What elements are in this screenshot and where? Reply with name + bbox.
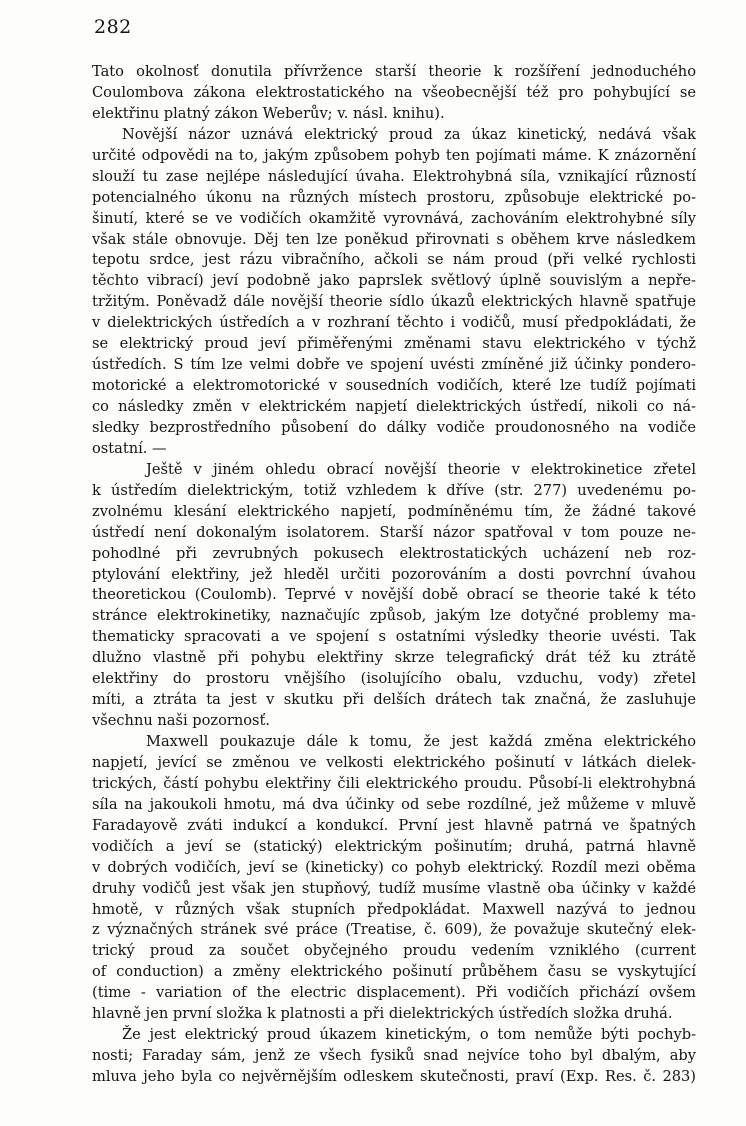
page-number: 282 [94,16,132,38]
text-line: vodičích a jeví se (statický) elektrickým pošinutím; druhá, patrná hlavně [92,837,696,855]
text-line: tepotu srdce, jest rázu vibračního, ačkoli se nám proud (při velké rychlosti [92,251,696,269]
text-line: napjetí, jevící se změnou ve velkosti elektrického pošinutí v látkách dielek- [92,753,696,771]
text-line: druhy vodičů jest však jen stupňový, tudíž musíme vlastně oba účinky v každé [92,879,696,897]
text-line: míti, a ztráta ta jest v skutku při delších drátech tak značná, že zasluhuje [92,691,696,709]
text-line: mluva jeho byla co nejvěrnějším odleskem skutečnosti, praví (Exp. Res. č. 283) [92,1068,696,1085]
text-line: dlužno vlastně při pohybu elektřiny skrze telegrafický drát též ku ztrátě [92,649,696,667]
text-line: stránce elektrokinetiky, naznačujíc způsob, jakým lze dotyčné problemy ma- [92,607,696,625]
text-line: nosti; Faraday sám, jenž ze všech fysiků snad nejvíce toho byl dbalým, aby [92,1047,696,1065]
text-line: se elektrický proud jeví přiměřenými změnami stavu elektrického v týchž [92,335,696,353]
text-line: hlavně jen první složka k platnosti a při dielektrických ústředích složka druhá. [92,1005,673,1023]
text-line: elektřiny do prostoru vnějšího (isolujícího obalu, vzduchu, vody) zřetel [92,670,696,688]
text-line: of conduction) a změny elektrického pošinutí průběhem času se vyskytující [92,963,696,981]
text-line: trický proud za součet obyčejného proudu vedením vzniklého (current [92,942,696,960]
text-line: thematicky spracovati a ve spojení s ostatními výsledky theorie uvésti. Tak [92,628,696,646]
text-line: trických, částí pohybu elektřiny čili elektrického proudu. Působí-li elektrohybná [92,774,696,792]
text-line: sledky bezprostředního působení do dálky vodiče proudonosného na vodiče [92,418,696,436]
text-line: hmotě, v různých však stupních předpokládat. Maxwell nazývá to jednou [92,900,696,918]
text-line: Tato okolnosť donutila přívržence starší theorie k rozšíření jednoduchého [92,63,696,80]
text-line: k ústředím dielektrickým, totiž vzhledem k dříve (str. 277) uvedenému po- [92,481,696,499]
text-line: Že jest elektrický proud úkazem kinetickým, o tom nemůže býti pochyb- [122,1026,696,1044]
text-line: ústředích. S tím lze velmi dobře ve spojení uvésti zmíněné již účinky pondero- [92,356,696,374]
text-line: co následky změn v elektrickém napjetí dielektrických ústředí, nikoli co ná- [92,398,696,415]
text-line: ptylování elektřiny, jež hleděl určiti pozorováním a dosti povrchní úvahou [92,565,696,583]
text-line: theoretickou (Coulomb). Teprvé v novější době obrací se theorie také k této [92,586,696,604]
text-line: však stále obnovuje. Děj ten lze poněkud přirovnati s oběhem krve následkem [92,230,696,248]
text-line: z význačných stránek své práce (Treatise, č. 609), že považuje skutečný elek- [92,921,696,939]
text-line: ostatní. — [92,439,167,457]
text-line: (time - variation of the electric displacement). Při vodičích přichází ovšem [92,984,696,1002]
text-line: v dielektrických ústředích a v rozhraní těchto i vodičů, musí předpokládati, že [92,314,696,332]
text-line: Novější názor uznává elektrický proud za úkaz kinetický, nedává však [122,125,696,143]
text-line: šinutí, které se ve vodičích okamžitě vyrovnává, zachováním elektrohybné síly [92,209,696,227]
text-line: motorické a elektromotorické v sousedních vodičích, které lze tudíž pojímati [92,377,696,395]
text-line: určité odpovědi na to, jakým způsobem pohyb ten pojímati máme. K znázornění [92,146,696,164]
body-text [92,62,696,1088]
text-line: všechnu naši pozornosť. [92,712,271,730]
text-line: Faradayově zváti indukcí a kondukcí. První jest hlavně patrná ve špatných [92,816,696,834]
text-line: Coulombova zákona elektrostatického na všeobecnější též pro pohybující se [92,83,696,101]
text-line: tržitým. Poněvadž dále novější theorie sídlo úkazů elektrických hlavně spatřuje [92,293,696,311]
text-line: Ještě v jiném ohledu obrací novější theorie v elektrokinetice zřetel [146,460,696,478]
text-line: slouží tu zase nejlépe následující úvaha. Elektrohybná síla, vznikající růzností [92,167,696,185]
text-line: Maxwell poukazuje dále k tomu, že jest každá změna elektrického [146,733,696,750]
text-line: těchto vibrací) jeví podobně jako paprslek světlový úplně souvislým a nepře- [92,272,696,290]
text-line: potencialného úkonu na různých místech prostoru, způsobuje elektrické po- [92,188,696,206]
text-line: síla na jakoukoli hmotu, má dva účinky od sebe rozdílné, jež můžeme v mluvě [92,795,696,813]
text-line: v dobrých vodičích, jeví se (kineticky) co pohyb elektrický. Rozdíl mezi oběma [92,858,696,876]
text-line: pohodlné při zevrubných pokusech elektrostatických ucházení neb roz- [92,544,696,562]
text-line: zvolnému klesání elektrického napjetí, podmíněnému tím, že žádné takové [92,502,696,520]
text-line: elektřinu platný zákon Weberův; v. násl. knihu). [92,104,445,122]
text-line: ústředí není dokonalým isolatorem. Starší názor spatřoval v tom pouze ne- [92,523,696,541]
